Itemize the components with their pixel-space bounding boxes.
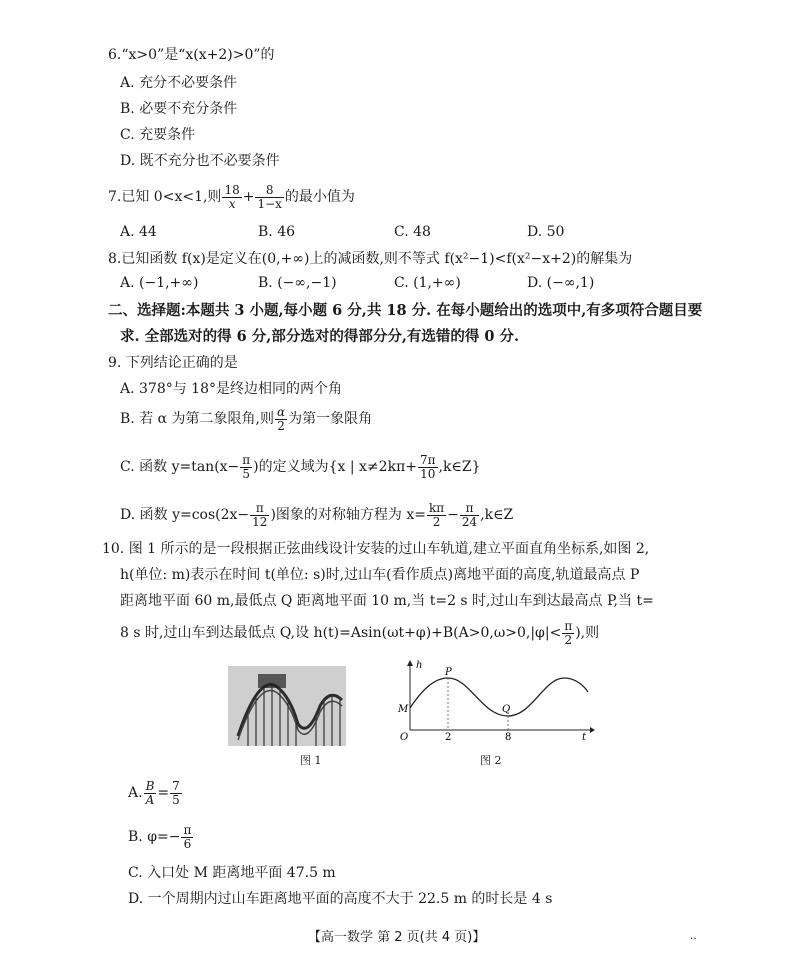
q9-d-den3: 24 [461,514,478,529]
q9-c-num2: 7π [420,452,436,467]
q10-line1: 10. 图 1 所示的是一段根据正弦曲线设计安装的过山车轨道,建立平面直角坐标系,如图 2, [102,541,650,557]
roller-coaster-drawing [228,666,346,746]
q7-stem-suffix: 的最小值为 [284,189,355,205]
q9-d-suffix: ,k∈Z [480,507,514,523]
q10-b-prefix: B. φ=− [128,829,181,845]
q10-option-d: D. 一个周期内过山车距离地平面的高度不大于 22.5 m 的时长是 4 s [128,891,553,907]
q8-option-b: B. (−∞,−1) [258,275,337,291]
q9-option-c [120,452,480,482]
tick-8-label: 8 [505,732,512,740]
q9-stem: 9. 下列结论正确的是 [108,355,238,371]
section2-line1: 二、选择题:本题共 3 小题,每小题 6 分,共 18 分. 在每小题给出的选项中,有多项符合题目要 [108,302,703,319]
q6-option-d: D. 既不充分也不必要条件 [120,153,280,169]
q9-d-prefix: D. 函数 y=cos(2x− [120,507,250,523]
q9-d-mid: )图象的对称轴方程为 x= [270,507,426,523]
q10-line2: h(单位: m)表示在时间 t(单位: s)时,过山车(看作质点)离地平面的高度,轨道最高点 P [120,567,640,583]
tick-2-label: 2 [445,732,452,740]
q9-c-num1: π [242,452,251,467]
q9-c-fraction-2 [418,454,438,481]
q10-line4-num: π [564,618,573,633]
q7-fraction-2 [255,184,283,211]
h-label: h [416,660,423,671]
q9-option-b [120,404,372,434]
q9-d-num3: π [460,502,479,516]
q9-b-den: 2 [277,418,285,433]
q9-d-den1: 12 [252,514,268,529]
q9-d-num1: π [250,502,269,516]
q10-line4-den: 2 [564,632,573,647]
q9-c-den2: 10 [420,466,436,481]
q10-b-den: 6 [183,836,192,851]
q9-c-fraction-1 [240,454,252,481]
q8-stem: 8.已知函数 f(x)是定义在(0,+∞)上的减函数,则不等式 f(x²−1)<f(x²−x+2)的解集为 [108,251,633,267]
q7-plus: + [242,189,255,205]
q10-a-den2: 5 [172,792,180,807]
sine-curve [410,678,588,716]
m-label: M [398,704,409,715]
q7-frac2-num: 8 [255,184,283,198]
q10-a-num2: 7 [172,778,180,793]
q9-d-fraction-1 [250,502,269,529]
q9-b-fraction [275,406,287,433]
q10-a-fraction-1 [144,780,157,807]
q10-a-den: A [145,792,155,807]
q10-option-a [128,776,183,810]
t-axis-arrow [590,727,595,733]
t-label: t [582,732,587,740]
q10-a-eq: = [157,785,170,801]
q9-option-d [120,500,513,530]
sine-graph [396,660,596,740]
q7-frac2-den: 1−x [257,196,282,211]
q9-c-prefix: C. 函数 y=tan(x− [120,459,240,475]
roller-coaster-photo [228,666,346,746]
q7-option-d: D. 50 [527,224,565,240]
q10-line3: 距离地平面 60 m,最低点 Q 距离地平面 10 m,当 t=2 s 时,过山车到达最高点 P,当 t= [120,593,654,609]
q8-option-d: D. (−∞,1) [527,275,595,291]
origin-label: O [400,732,409,740]
q9-option-a: A. 378°与 18°是终边相同的两个角 [120,381,342,397]
q7-stem [108,182,355,212]
q10-a-fraction-2 [170,780,182,807]
q10-line4-fraction [562,620,574,647]
q9-d-den2: 2 [432,514,441,529]
q9-c-mid: )的定义域为{x | x≠2kπ+ [253,459,418,475]
q6-option-a: A. 充分不必要条件 [120,75,238,91]
fig1-caption: 图 1 [300,754,322,767]
q8-option-a: A. (−1,+∞) [120,275,199,291]
q9-d-fraction-3 [460,502,479,529]
q9-d-fraction-2 [427,502,446,529]
section2-line2: 求. 全部选对的得 6 分,部分选对的得部分分,有选错的得 0 分. [120,328,520,345]
q10-line4 [120,618,599,648]
q7-frac1-den: x [228,196,236,211]
q6-option-c: C. 充要条件 [120,127,196,143]
q10-option-b [128,822,194,852]
q9-d-minus: − [447,507,459,523]
corner-mark: ‥ [690,931,697,942]
q7-option-c: C. 48 [394,224,431,240]
q7-option-a: A. 44 [120,224,157,240]
q7-stem-prefix: 7.已知 0<x<1,则 [108,189,222,205]
q10-a-prefix: A. [128,785,143,801]
q7-fraction-1 [222,184,241,211]
q7-frac1-num: 18 [224,182,240,197]
q7-option-b: B. 46 [258,224,296,240]
q9-d-num2: kπ [429,500,445,515]
q6-stem: 6.“x>0”是“x(x+2)>0”的 [108,47,275,63]
q9-c-suffix: ,k∈Z} [438,459,481,475]
q10-line4-prefix: 8 s 时,过山车到达最低点 Q,设 h(t)=Asin(ωt+φ)+B(A>0,ω>0,|φ|< [120,625,562,641]
q9-b-prefix: B. 若 α 为第二象限角,则 [120,411,274,427]
q10-a-num: B [145,778,155,793]
q10-b-num: π [183,822,192,837]
q10-line4-suffix: ),则 [575,625,600,641]
q10-option-c: C. 入口处 M 距离地平面 47.5 m [128,865,336,881]
p-label: P [445,667,452,678]
q9-b-suffix: 为第一象限角 [288,411,373,427]
q8-option-c: C. (1,+∞) [394,275,461,291]
q9-b-num: α [277,404,286,419]
q6-option-b: B. 必要不充分条件 [120,101,238,117]
q10-b-fraction [181,824,193,851]
q-label: Q [502,704,511,715]
fig2-caption: 图 2 [480,754,502,767]
page-footer: 【高一数学 第 2 页(共 4 页)】 [308,930,486,945]
h-axis-arrow [407,660,413,666]
q9-c-den1: 5 [242,466,251,481]
